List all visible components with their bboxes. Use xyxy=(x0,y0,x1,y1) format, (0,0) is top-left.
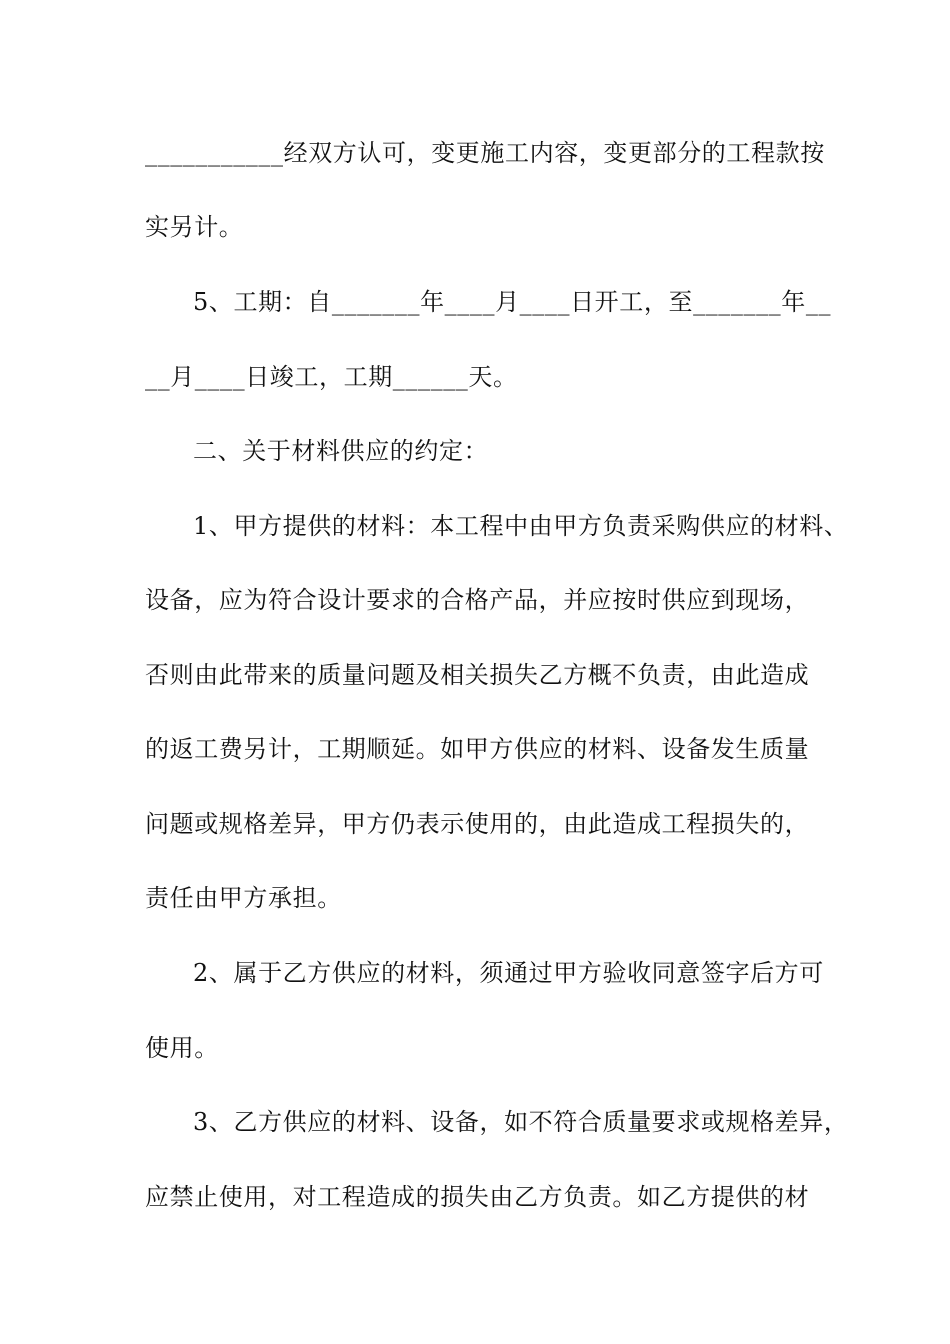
text-line: 2、属于乙方供应的材料，须通过甲方验收同意签字后方可 xyxy=(193,959,824,987)
text-line: 3、乙方供应的材料、设备，如不符合质量要求或规格差异， xyxy=(193,1108,849,1136)
text-line: 使用。 xyxy=(145,1034,219,1062)
text-line: 的返工费另计，工期顺延。如甲方供应的材料、设备发生质量 xyxy=(145,735,810,763)
text-line: 责任由甲方承担。 xyxy=(145,884,342,912)
text-line: 应禁止使用，对工程造成的损失由乙方负责。如乙方提供的材 xyxy=(145,1183,810,1211)
text-line: __月____日竣工，工期______天。 xyxy=(145,363,518,391)
text-line: 实另计。 xyxy=(145,213,244,241)
section-heading: 二、关于材料供应的约定： xyxy=(193,437,489,465)
text-line: 问题或规格差异，甲方仍表示使用的，由此造成工程损失的， xyxy=(145,810,810,838)
text-line: 5、工期：自_______年____月____日开工，至_______年__ xyxy=(193,288,832,316)
text-line: ___________经双方认可，变更施工内容，变更部分的工程款按 xyxy=(145,139,825,167)
text-line: 1、甲方提供的材料：本工程中由甲方负责采购供应的材料、 xyxy=(193,512,849,540)
text-line: 设备，应为符合设计要求的合格产品，并应按时供应到现场， xyxy=(145,586,810,614)
text-line: 否则由此带来的质量问题及相关损失乙方概不负责，由此造成 xyxy=(145,661,810,689)
